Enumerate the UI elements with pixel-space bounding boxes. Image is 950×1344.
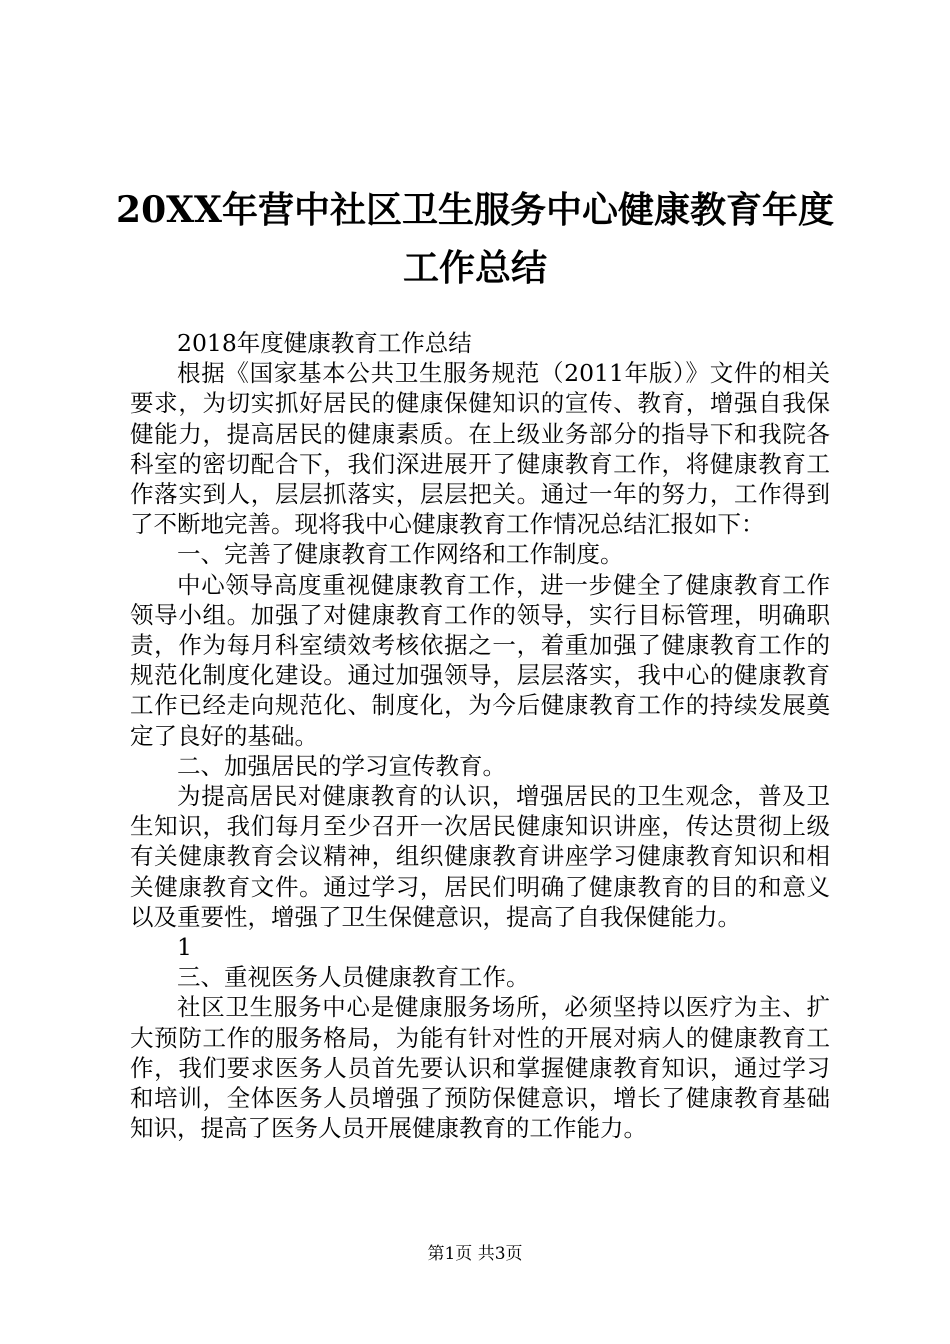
page-footer: 第1页 共3页 [427,1244,523,1264]
document-body [130,328,830,1143]
document-title-line-1: 20XX年营中社区卫生服务中心健康教育年度 [116,189,834,231]
section-heading-2: 二、加强居民的学习宣传教育。 [177,751,506,780]
paragraph-section-2: 为提高居民对健康教育的认识，增强居民的卫生观念，普及卫生知识，我们每月至少召开一次居民健康知识讲座，传达贯彻上级有关健康教育会议精神，组织健康教育讲座学习健康教育知识和相关健康教育文件。通过学习，居民们明确了健康教育的目的和意义以及重要性，增强了卫生保健意识，提高了自我保健能力。 [130,782,830,931]
inline-page-number: 1 [177,933,192,962]
section-heading-1: 一、完善了健康教育工作网络和工作制度。 [177,540,624,569]
paragraph-intro: 根据《国家基本公共卫生服务规范（2011年版）》文件的相关要求，为切实抓好居民的健康保健知识的宣传、教育，增强自我保健能力，提高居民的健康素质。在上级业务部分的指导下和我院各科室的密切配合下，我们深进展开了健康教育工作，将健康教育工作落实到人，层层抓落实，层层把关。通过一年的努力，工作得到了不断地完善。现将我中心健康教育工作情况总结汇报如下： [130,359,830,539]
section-heading-3: 三、重视医务人员健康教育工作。 [177,963,530,992]
document-title-line-2: 工作总结 [402,247,547,289]
paragraph-section-1: 中心领导高度重视健康教育工作，进一步健全了健康教育工作领导小组。加强了对健康教育工作的领导，实行目标管理，明确职责，作为每月科室绩效考核依据之一，着重加强了健康教育工作的规范化制度化建设。通过加强领导，层层落实，我中心的健康教育工作已经走向规范化、制度化，为今后健康教育工作的持续发展奠定了良好的基础。 [130,570,830,750]
paragraph-section-3: 社区卫生服务中心是健康服务场所，必须坚持以医疗为主、扩大预防工作的服务格局，为能有针对性的开展对病人的健康教育工作，我们要求医务人员首先要认识和掌握健康教育知识，通过学习和培训，全体医务人员增强了预防保健意识，增长了健康教育基础知识，提高了医务人员开展健康教育的工作能力。 [130,993,830,1143]
paragraph-subtitle: 2018年度健康教育工作总结 [177,329,472,357]
